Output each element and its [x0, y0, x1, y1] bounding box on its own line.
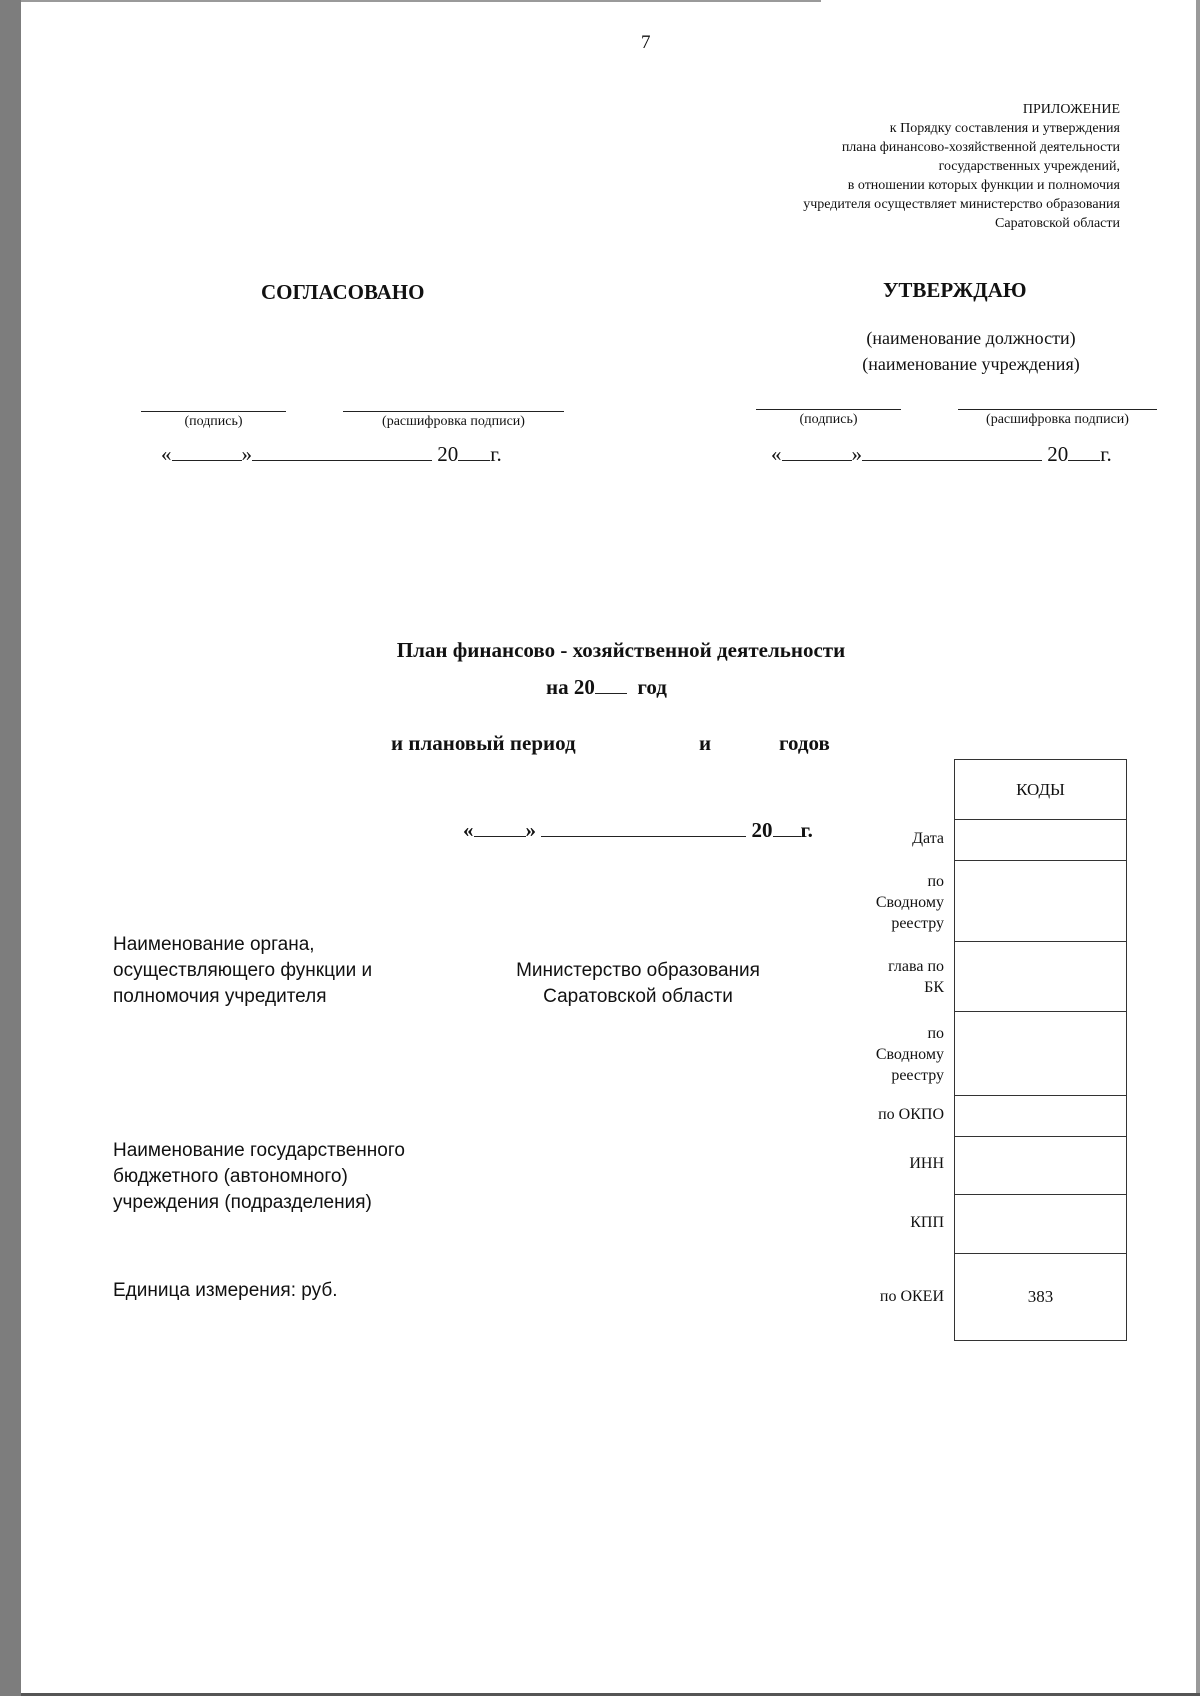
- code-cell-register: [955, 861, 1126, 942]
- plan-year-blank: [595, 692, 627, 694]
- plan-title: План финансово - хозяйственной деятельности: [396, 638, 846, 662]
- month-blank: [541, 835, 746, 837]
- plan-year-suffix: год: [637, 675, 667, 699]
- year-prefix: 20: [437, 442, 459, 466]
- agreed-decoding-line: [343, 411, 564, 412]
- approve-signature-line: [756, 409, 901, 410]
- quote-open: «: [463, 818, 474, 842]
- plan-period-text: и плановый период: [391, 731, 576, 755]
- appendix-line: в отношении которых функции и полномочия: [847, 178, 1120, 193]
- code-label-register: по Сводному реестру: [875, 873, 944, 932]
- page-number: 7: [641, 32, 651, 53]
- month-blank: [862, 459, 1042, 461]
- plan-year: [546, 675, 667, 700]
- appendix-line: Саратовской области: [995, 216, 1120, 231]
- year-blank: [773, 835, 801, 837]
- approve-decoding-label: (расшифровка подписи): [986, 412, 1129, 427]
- agreed-signature-line: [141, 411, 286, 412]
- year-suffix: г.: [800, 818, 813, 842]
- day-blank: [172, 459, 242, 461]
- agreed-signature-label: (подпись): [184, 414, 243, 429]
- plan-date: [463, 818, 813, 843]
- founder-value: Министерство образования Саратовской области: [516, 960, 760, 1007]
- approve-date: [771, 442, 1112, 467]
- plan-year-prefix: на 20: [546, 675, 595, 699]
- codes-header: КОДЫ: [955, 760, 1126, 820]
- approve-institution-label: (наименование учреждения): [862, 354, 1080, 374]
- institution-label: Наименование государственного бюджетного (автономного) учреждения (подразделения): [113, 1140, 405, 1213]
- day-blank: [782, 459, 852, 461]
- code-cell-inn: [955, 1137, 1126, 1195]
- appendix-title: ПРИЛОЖЕНИЕ: [1022, 102, 1120, 117]
- code-cell-okei: 383: [1027, 1287, 1054, 1306]
- code-cell-kpp: [955, 1195, 1126, 1254]
- code-cell-okpo: [955, 1096, 1126, 1137]
- page-right-edge: [1196, 0, 1200, 1696]
- year-blank: [458, 459, 490, 461]
- code-cell-register-2: [955, 1012, 1126, 1096]
- document-page: [21, 0, 1200, 1696]
- agreed-date: [161, 442, 502, 467]
- code-label-date: Дата: [912, 830, 944, 847]
- code-label-okpo: по ОКПО: [878, 1106, 944, 1123]
- day-blank: [474, 835, 526, 837]
- plan-period-years: годов: [779, 731, 830, 755]
- approve-position-label: (наименование должности): [866, 328, 1076, 348]
- year-suffix: г.: [490, 442, 502, 466]
- founder-label: Наименование органа, осуществляющего функции и полномочия учредителя: [113, 934, 373, 1007]
- code-cell-date: [955, 820, 1126, 861]
- agreed-title: СОГЛАСОВАНО: [261, 280, 425, 304]
- appendix-line: к Порядку составления и утверждения: [889, 121, 1120, 136]
- year-prefix: 20: [1047, 442, 1069, 466]
- quote-open: «: [771, 442, 782, 466]
- quote-open: «: [161, 442, 172, 466]
- year-prefix: 20: [751, 818, 773, 842]
- year-blank: [1068, 459, 1100, 461]
- month-blank: [252, 459, 432, 461]
- agreed-decoding-label: (расшифровка подписи): [382, 414, 525, 429]
- quote-close: »: [241, 442, 252, 466]
- code-label-register-2: по Сводному реестру: [875, 1025, 944, 1084]
- year-suffix: г.: [1100, 442, 1112, 466]
- plan-period-and: и: [699, 731, 712, 755]
- code-label-bk: глава по БК: [888, 958, 944, 996]
- approve-signature-label: (подпись): [799, 412, 858, 427]
- unit-label: Единица измерения: руб.: [113, 1280, 338, 1301]
- approve-title: УТВЕРЖДАЮ: [883, 278, 1027, 302]
- code-label-inn: ИНН: [909, 1155, 944, 1172]
- appendix-block: [600, 100, 1120, 233]
- code-label-kpp: КПП: [910, 1214, 944, 1231]
- appendix-line: учредителя осуществляет министерство образования: [803, 197, 1120, 212]
- codes-table: [954, 759, 1127, 1341]
- page-top-edge: [21, 0, 821, 2]
- code-label-okei: по ОКЕИ: [879, 1288, 944, 1305]
- quote-close: »: [851, 442, 862, 466]
- quote-close: »: [525, 818, 536, 842]
- approve-decoding-line: [958, 409, 1157, 410]
- code-cell-bk: [955, 942, 1126, 1012]
- appendix-line: плана финансово-хозяйственной деятельности: [841, 140, 1120, 155]
- appendix-line: государственных учреждений,: [938, 159, 1120, 174]
